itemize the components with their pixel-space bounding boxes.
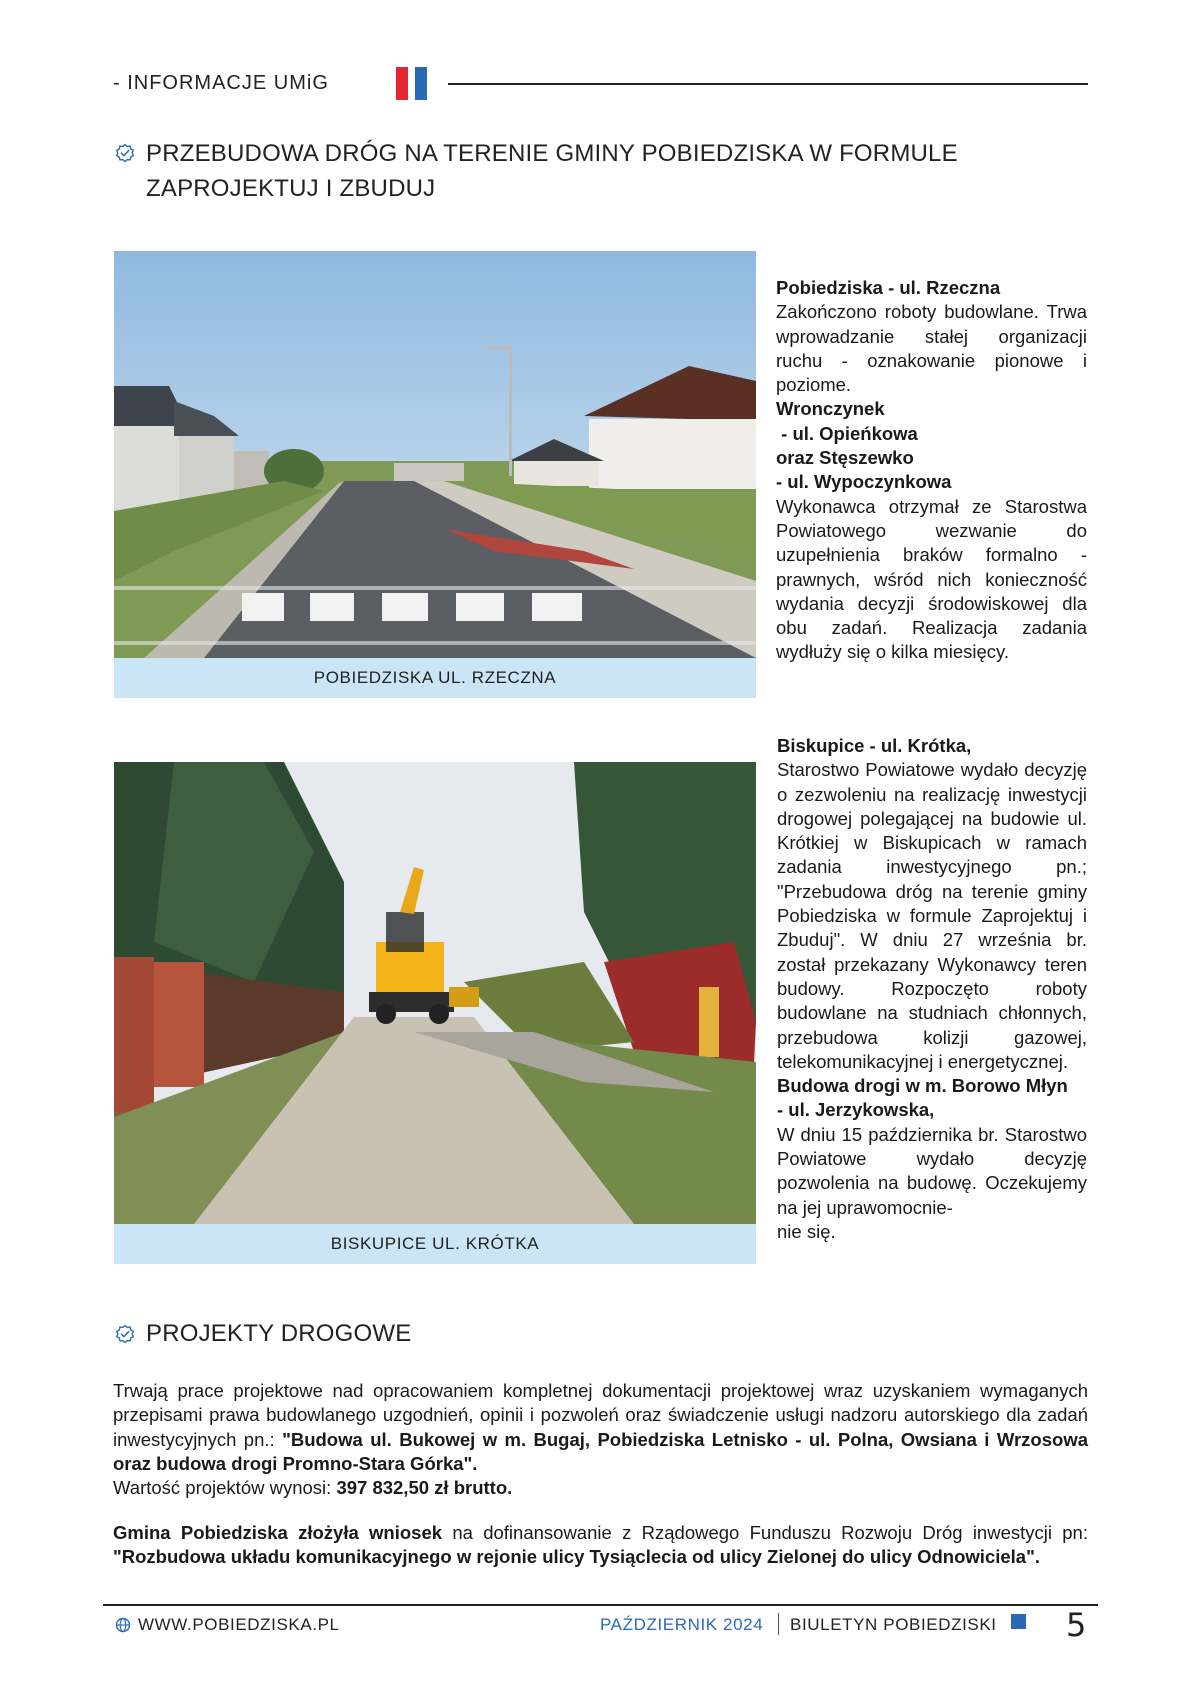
- krotka-text-block: [777, 734, 1087, 1244]
- photo-krotka-road: [114, 762, 756, 1224]
- photo-krotka-caption: BISKUPICE UL. KRÓTKA: [114, 1224, 756, 1264]
- section1-title: [146, 136, 958, 206]
- funding-paragraph: [113, 1521, 1088, 1570]
- badge-check-icon: [115, 143, 135, 163]
- rzeczna-heading: Pobiedziska - ul. Rzeczna: [776, 277, 1001, 298]
- photo-rzeczna-caption: POBIEDZISKA UL. RZECZNA: [114, 658, 756, 698]
- funding-bold-lead: Gmina Pobiedziska złożyła wniosek: [113, 1522, 443, 1543]
- opienkowa-heading: - ul. Opieńkowa: [776, 422, 918, 444]
- funding-bold-title: "Rozbudowa układu komunikacyjnego w rejonie ulicy Tysiąclecia od ulicy Zielonej do ulicy Odnowiciela".: [113, 1546, 1040, 1568]
- page-number: 5: [1066, 1606, 1087, 1644]
- wronczynek-text: Wykonawca otrzymał ze Starostwa Powiatowego wezwanie do uzupełnienia braków formalno - prawnych, wśród nich konieczność wydania decyzji środowiskowej dla obu zadań. Realizacja zadania wydłuży się o kilka miesięcy.: [776, 495, 1087, 663]
- projects-bold-title: "Budowa ul. Bukowej w m. Bugaj, Pobiedziska Letnisko - ul. Polna, Owsiana i Wrzosowa oraz budowa drogi Promno-Stara Górka".: [113, 1428, 1088, 1474]
- globe-icon: [115, 1617, 131, 1633]
- krotka-heading: Biskupice - ul. Krótka,: [777, 735, 972, 756]
- section1-title-line1: PRZEBUDOWA DRÓG NA TERENIE GMINY POBIEDZISKA W FORMULE: [146, 140, 958, 167]
- funding-text: na dofinansowanie z Rządowego Funduszu Rozwoju Dróg inwestycji pn:: [442, 1522, 1088, 1543]
- projects-paragraph: [113, 1379, 1088, 1500]
- badge-check-icon-2: [115, 1324, 135, 1344]
- rzeczna-text: Zakończono roboty budowlane. Trwa wprowadzanie stałej organizacji ruchu - oznakowanie pionowe i poziome.: [776, 301, 1087, 396]
- footer-separator: [778, 1613, 779, 1635]
- footer-square-icon: [1011, 1614, 1026, 1629]
- section-label: - INFORMACJE UMiG: [113, 72, 329, 94]
- rural-road-photo-illustration: [114, 762, 756, 1224]
- flag-blue-bar: [415, 67, 427, 100]
- wypoczynkowa-heading: - ul. Wypoczynkowa: [776, 471, 952, 493]
- footer-rule: [103, 1604, 1098, 1606]
- wronczynek-heading: Wronczynek: [776, 398, 885, 420]
- section1-title-line2: ZAPROJEKTUJ I ZBUDUJ: [146, 175, 436, 202]
- street-photo-illustration: [114, 251, 756, 658]
- borowo-mlyn-text: W dniu 15 października br. Starostwo Powiatowe wydało decyzję pozwolenia na budowę. Oczekujemy na jej uprawomocnie-: [777, 1123, 1087, 1218]
- projects-value-label: Wartość projektów wynosi:: [113, 1477, 337, 1499]
- footer-website-link[interactable]: WWW.POBIEDZISKA.PL: [138, 1615, 340, 1634]
- section2-title: PROJEKTY DROGOWE: [146, 1320, 412, 1347]
- footer-issue-date: PAŹDZIERNIK 2024: [600, 1615, 764, 1634]
- header-rule: [448, 83, 1088, 85]
- borowo-mlyn-text-end: nie się.: [777, 1220, 836, 1242]
- rzeczna-text-block: [776, 276, 1087, 665]
- krotka-text: Starostwo Powiatowe wydało decyzję o zezwoleniu na realizację inwestycji drogowej polegającej na budowie ul. Krótkiej w Biskupicach w ramach zadania inwestycyjnego pn.; "Przebudowa dróg na terenie gminy Pobiedziska w formule Zaprojektuj i Zbuduj". W dniu 27 września br. został przekazany Wykonawcy teren budowy. Rozpoczęto roboty budowlane na studniach chłonnych, przebudowa kolizji gazowej, telekomunikacyjnej i energetycznej.: [777, 759, 1087, 1072]
- photo-rzeczna-street: [114, 251, 756, 658]
- steszewko-heading: oraz Stęszewko: [776, 447, 914, 469]
- projects-value-amount: 397 832,50 zł brutto.: [336, 1477, 513, 1499]
- footer-bulletin-name: BIULETYN POBIEDZISKI: [790, 1615, 997, 1634]
- jerzykowska-heading: - ul. Jerzykowska,: [777, 1099, 935, 1121]
- borowo-mlyn-heading: Budowa drogi w m. Borowo Młyn: [777, 1075, 1068, 1097]
- projects-text: Trwają prace projektowe nad opracowaniem kompletnej dokumentacji projektowej wraz uzyskaniem wymaganych przepisami prawa budowlanego uzgodnień, opinii i pozwoleń oraz świadczenie usługi nadzoru autorskiego dla zadań inwestycyjnych pn.:: [113, 1380, 1088, 1450]
- flag-red-bar: [396, 67, 408, 100]
